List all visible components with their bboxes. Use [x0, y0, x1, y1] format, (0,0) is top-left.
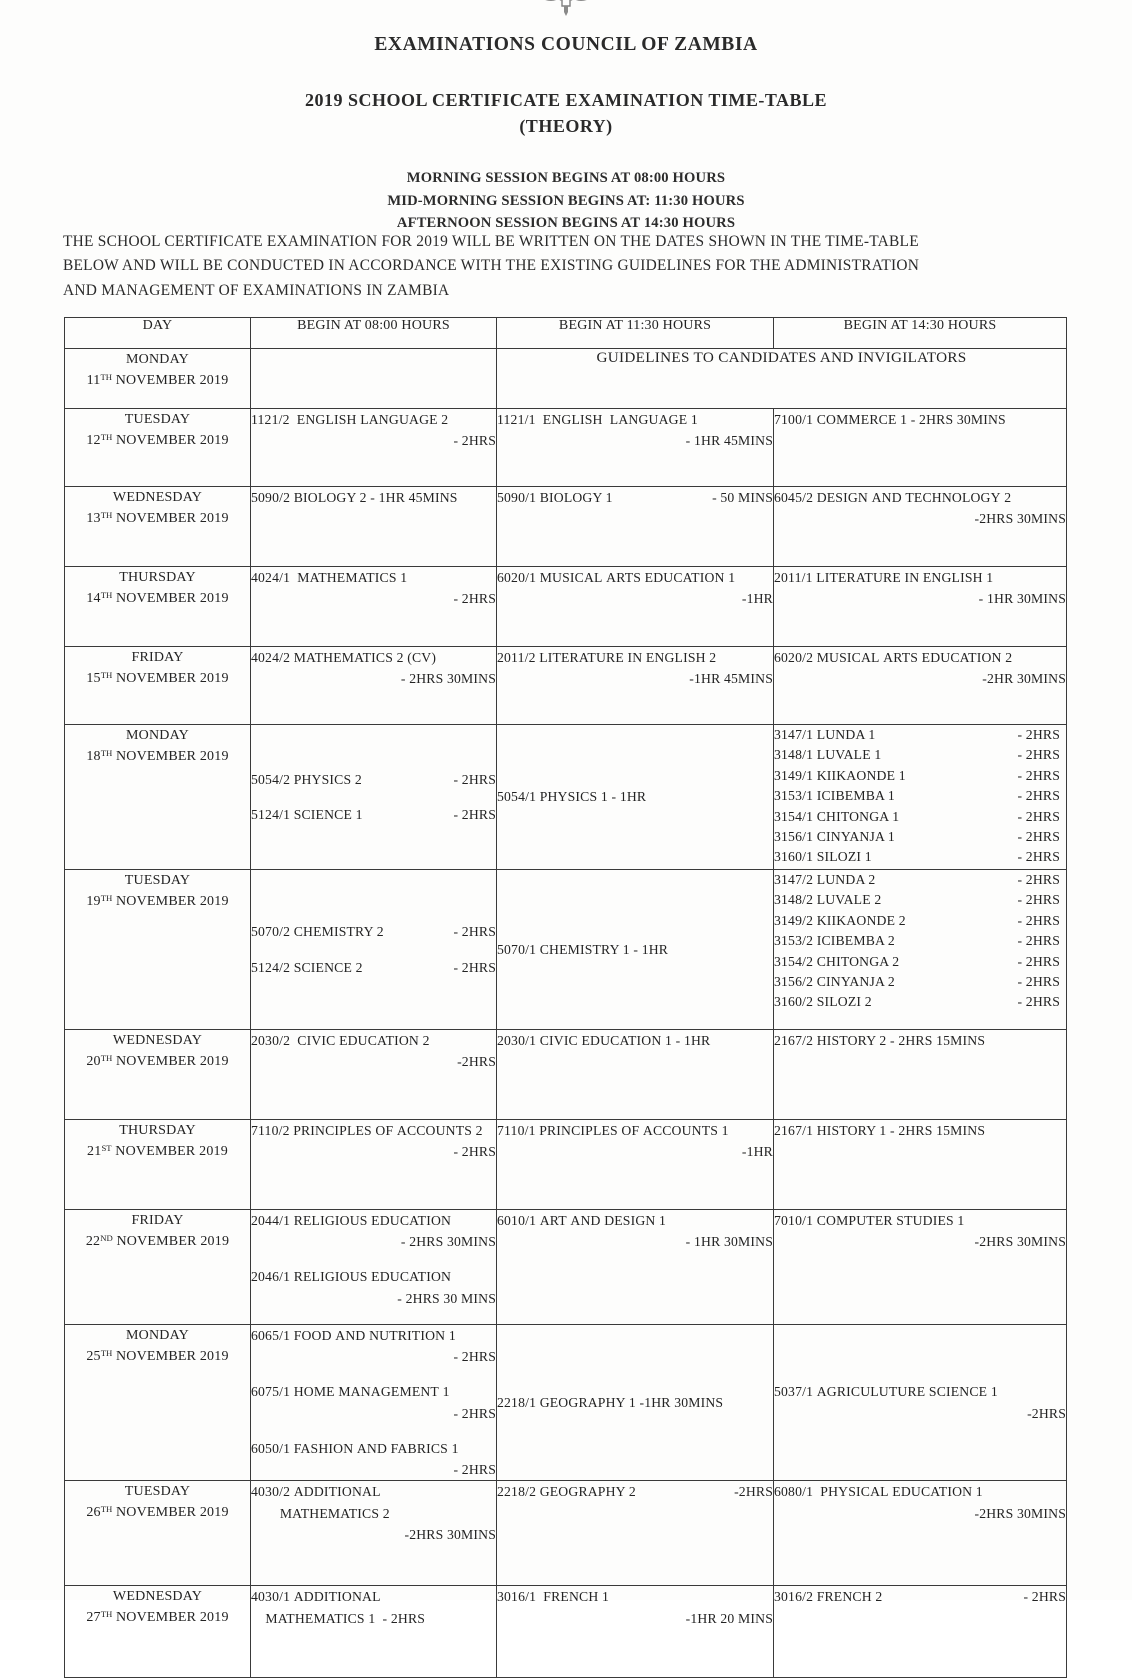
timetable-header-row	[65, 318, 1067, 349]
duration-label: - 2HRS	[453, 807, 496, 822]
duration-label: - 2HRS	[453, 959, 496, 975]
day-name-label: WEDNESDAY	[112, 1033, 203, 1048]
table-row	[65, 870, 1067, 1030]
duration-label: - 2HRS	[1017, 974, 1060, 990]
morning-session-cell	[251, 1030, 497, 1120]
subject-block	[251, 1325, 496, 1367]
subject-block	[251, 1438, 496, 1480]
paper-code-label: 3153/1 ICIBEMBA 1	[774, 788, 895, 804]
afternoon-session-cell	[774, 1120, 1067, 1210]
duration-label: - 2HRS 30MINS	[400, 1234, 496, 1250]
duration-label: -2HRS	[734, 1484, 773, 1500]
subject-line: 2167/2 HISTORY 2 - 2HRS 15MINS	[774, 1033, 986, 1048]
subject-line: 7110/1 PRINCIPLES OF ACCOUNTS 1	[497, 1123, 729, 1138]
afternoon-session-cell	[774, 567, 1067, 647]
day-date-label: 15TH NOVEMBER 2019	[86, 670, 229, 686]
subject-line: 6065/1 FOOD AND NUTRITION 1	[251, 1328, 456, 1343]
subject-line: 1121/1 ENGLISH LANGUAGE 1	[497, 412, 698, 427]
language-paper-row	[774, 972, 1066, 992]
subject-line: 2011/1 LITERATURE IN ENGLISH 1	[774, 570, 994, 585]
midmorning-session-cell	[497, 1481, 774, 1586]
table-row	[65, 725, 1067, 870]
subject-label: 2218/2 GEOGRAPHY 2	[497, 1484, 636, 1500]
subject-line: 5090/2 BIOLOGY 2 - 1HR 45MINS	[251, 490, 458, 505]
table-row	[65, 409, 1067, 487]
table-row	[65, 1120, 1067, 1210]
subject-label: 5090/1 BIOLOGY 1	[497, 490, 613, 505]
morning-session-cell	[251, 487, 497, 567]
paper-code-label: 3148/1 LUVALE 1	[774, 747, 882, 763]
midmorning-session-cell	[497, 1325, 774, 1481]
subject-block	[251, 957, 496, 978]
duration-label: - 2HRS	[1017, 953, 1060, 969]
paper-code-label: 3154/2 CHITONGA 2	[774, 953, 900, 969]
table-row	[65, 1030, 1067, 1120]
day-cell	[65, 1120, 251, 1210]
afternoon-session-cell	[774, 1325, 1067, 1481]
duration-label: - 2HRS	[453, 1144, 496, 1160]
subject-line: 6075/1 HOME MANAGEMENT 1	[251, 1384, 450, 1400]
morning-session-cell	[251, 1325, 497, 1481]
subject-line: 6020/1 MUSICAL ARTS EDUCATION 1	[497, 570, 736, 585]
ordinal-suffix: TH	[100, 372, 113, 383]
duration-label: -1HR 45MINS	[689, 671, 773, 687]
duration-label: - 2HRS	[1017, 872, 1060, 887]
midmorning-session-cell	[497, 567, 774, 647]
paper-code-label: 3148/2 LUVALE 2	[774, 892, 882, 908]
subject-line: 6010/1 ART AND DESIGN 1	[497, 1213, 667, 1228]
subject-block	[251, 1210, 496, 1252]
day-cell	[65, 1210, 251, 1325]
morning-session-cell	[251, 409, 497, 487]
duration-label: -2HRS 30MINS	[404, 1526, 496, 1542]
duration-label: - 2HRS 30 MINS	[397, 1290, 496, 1306]
subject-line: 7110/2 PRINCIPLES OF ACCOUNTS 2	[251, 1123, 483, 1138]
day-name-label: THURSDAY	[119, 570, 196, 585]
day-date-label: 13TH NOVEMBER 2019	[86, 510, 229, 526]
language-paper-row	[774, 931, 1066, 951]
language-paper-row	[774, 827, 1066, 847]
subject-line	[251, 957, 496, 978]
subject-line: 2218/1 GEOGRAPHY 1 -1HR 30MINS	[497, 1395, 724, 1411]
subject-line: 6050/1 FASHION AND FABRICS 1	[251, 1440, 459, 1456]
subject-line	[497, 487, 773, 508]
subject-line: 4030/1 ADDITIONAL	[251, 1589, 381, 1605]
ordinal-suffix: TH	[100, 1609, 113, 1620]
duration-label: - 2HRS	[1017, 849, 1060, 865]
duration-label: -1HR 20 MINS	[685, 1610, 773, 1626]
column-header-day: DAY	[65, 318, 251, 349]
morning-session-cell	[251, 647, 497, 725]
session-time-morning: MORNING SESSION BEGINS AT 08:00 HOURS	[406, 170, 726, 187]
subject-line: 7100/1 COMMERCE 1 - 2HRS 30MINS	[774, 412, 1006, 427]
guidelines-note-label: GUIDELINES TO CANDIDATES AND INVIGILATORS	[596, 349, 967, 366]
subject-line: 7010/1 COMPUTER STUDIES 1	[774, 1213, 965, 1228]
day-name-label: TUESDAY	[124, 412, 191, 427]
midmorning-session-cell	[497, 1120, 774, 1210]
paper-code-label: 3156/2 CINYANJA 2	[774, 974, 895, 990]
intro-line-3: AND MANAGEMENT OF EXAMINATIONS IN ZAMBIA	[63, 281, 450, 299]
day-date-label: 25TH NOVEMBER 2019	[86, 1348, 229, 1364]
subject-block	[251, 921, 496, 942]
afternoon-session-cell	[774, 1210, 1067, 1325]
subject-line: 1121/2 ENGLISH LANGUAGE 2	[251, 412, 449, 427]
subject-line: 3016/1 FRENCH 1	[497, 1589, 610, 1605]
day-cell	[65, 647, 251, 725]
subject-line: MATHEMATICS 1 - 2HRS	[251, 1610, 426, 1626]
paper-code-label: 3153/2 ICIBEMBA 2	[774, 933, 895, 949]
intro-paragraph	[63, 230, 1069, 303]
subject-block	[251, 769, 496, 790]
language-paper-row	[774, 890, 1066, 910]
day-name-label: MONDAY	[126, 1328, 189, 1343]
subject-label: 5124/2 SCIENCE 2	[251, 959, 363, 975]
day-date-label: 12TH NOVEMBER 2019	[86, 432, 229, 448]
day-cell	[65, 870, 251, 1030]
paper-code-label: 3147/2 LUNDA 2	[774, 872, 876, 887]
afternoon-session-cell	[774, 409, 1067, 487]
duration-label: - 2HRS	[453, 591, 496, 607]
column-header-afternoon: BEGIN AT 14:30 HOURS	[774, 318, 1067, 349]
duration-label: -1HR	[741, 591, 773, 607]
day-date-label: 19TH NOVEMBER 2019	[86, 893, 229, 909]
day-name-label: WEDNESDAY	[112, 1589, 203, 1605]
afternoon-session-cell	[774, 487, 1067, 567]
day-cell	[65, 409, 251, 487]
ordinal-suffix: TH	[100, 893, 113, 904]
subject-line: 2030/2 CIVIC EDUCATION 2	[251, 1033, 430, 1048]
day-name-label: FRIDAY	[131, 650, 184, 665]
subject-line: 2044/1 RELIGIOUS EDUCATION	[251, 1213, 452, 1228]
day-name-label: MONDAY	[126, 352, 189, 367]
day-name-label: TUESDAY	[124, 1484, 191, 1500]
day-date-label: 22ND NOVEMBER 2019	[85, 1233, 230, 1249]
duration-label: - 2HRS	[1017, 747, 1060, 763]
intro-line-2: BELOW AND WILL BE CONDUCTED IN ACCORDANCE WITH THE EXISTING GUIDELINES FOR THE ADMINISTRATION	[63, 257, 920, 275]
duration-label: - 2HRS	[1017, 829, 1060, 845]
session-times	[0, 167, 1132, 234]
subject-line: 4024/1 MATHEMATICS 1	[251, 570, 408, 585]
ordinal-suffix: TH	[100, 1348, 113, 1359]
timetable-container	[64, 317, 1066, 1678]
session-time-midmorning: MID-MORNING SESSION BEGINS AT: 11:30 HOURS	[387, 192, 745, 209]
column-header-midmorning: BEGIN AT 11:30 HOURS	[497, 318, 774, 349]
paper-code-label: 3147/1 LUNDA 1	[774, 727, 876, 742]
table-row	[65, 567, 1067, 647]
afternoon-session-cell	[774, 647, 1067, 725]
afternoon-session-cell	[774, 1030, 1067, 1120]
table-row	[65, 1481, 1067, 1586]
subject-line: 2167/1 HISTORY 1 - 2HRS 15MINS	[774, 1123, 986, 1138]
duration-label: - 2HRS	[1017, 933, 1060, 949]
ordinal-suffix: TH	[100, 1053, 113, 1064]
organisation-name: EXAMINATIONS COUNCIL OF ZAMBIA	[374, 34, 758, 55]
ordinal-suffix: TH	[100, 432, 113, 443]
duration-label: -1HR	[741, 1144, 773, 1160]
day-cell	[65, 487, 251, 567]
subject-line: 6020/2 MUSICAL ARTS EDUCATION 2	[774, 650, 1013, 665]
duration-label: - 2HRS	[453, 433, 496, 449]
duration-label: - 2HRS	[1017, 727, 1060, 742]
paper-code-label: 3149/2 KIIKAONDE 2	[774, 912, 906, 928]
subject-block	[251, 804, 496, 825]
day-cell	[65, 1481, 251, 1586]
subject-label: 3016/2 FRENCH 2	[774, 1589, 883, 1605]
morning-session-cell	[251, 1210, 497, 1325]
day-cell	[65, 725, 251, 870]
day-cell	[65, 349, 251, 409]
day-cell	[65, 1325, 251, 1481]
paper-code-label: 3154/1 CHITONGA 1	[774, 808, 900, 824]
paper-code-label: 3160/1 SILOZI 1	[774, 849, 872, 865]
duration-label: - 1HR 45MINS	[685, 433, 773, 449]
day-date-label: 27TH NOVEMBER 2019	[86, 1609, 229, 1626]
duration-label: - 2HRS	[453, 1349, 496, 1365]
duration-label: - 2HRS	[453, 1405, 496, 1421]
subject-block	[251, 1381, 496, 1423]
table-row	[65, 1210, 1067, 1325]
paper-code-label: 3149/1 KIIKAONDE 1	[774, 767, 906, 783]
table-row	[65, 487, 1067, 567]
zambia-eagle-crest-icon	[0, 0, 1132, 18]
duration-label: - 2HRS	[453, 771, 496, 787]
subject-line: 5054/1 PHYSICS 1 - 1HR	[497, 789, 647, 805]
morning-session-cell	[251, 725, 497, 870]
midmorning-session-cell	[497, 725, 774, 870]
midmorning-session-cell	[497, 647, 774, 725]
ordinal-suffix: TH	[100, 670, 113, 681]
morning-session-cell	[251, 567, 497, 647]
midmorning-session-cell	[497, 870, 774, 1030]
paper-code-label: 3156/1 CINYANJA 1	[774, 829, 895, 845]
ordinal-suffix: ST	[101, 1143, 112, 1154]
subject-line	[774, 1586, 1066, 1607]
duration-label: - 1HR 30MINS	[685, 1234, 773, 1250]
table-row	[65, 349, 1067, 409]
day-date-label: 20TH NOVEMBER 2019	[86, 1053, 229, 1069]
subject-line: MATHEMATICS 2	[251, 1505, 390, 1521]
language-paper-row	[774, 847, 1066, 867]
language-paper-row	[774, 952, 1066, 972]
ordinal-suffix: ND	[100, 1233, 113, 1244]
ordinal-suffix: TH	[100, 1504, 113, 1515]
duration-label: -2HRS 30MINS	[974, 511, 1066, 527]
language-paper-row	[774, 870, 1066, 890]
document-heading	[0, 34, 1132, 234]
duration-label: -2HR 30MINS	[982, 671, 1066, 687]
language-paper-row	[774, 786, 1066, 806]
day-name-label: WEDNESDAY	[112, 490, 203, 505]
table-row	[65, 647, 1067, 725]
duration-label: - 2HRS	[1017, 767, 1060, 783]
duration-label: -2HRS	[1027, 1405, 1066, 1421]
subject-line	[251, 804, 496, 825]
table-row	[65, 1325, 1067, 1481]
subject-line: 6045/2 DESIGN AND TECHNOLOGY 2	[774, 490, 1012, 505]
day-date-label: 26TH NOVEMBER 2019	[86, 1504, 229, 1521]
subject-line: 2030/1 CIVIC EDUCATION 1 - 1HR	[497, 1033, 711, 1048]
duration-label: - 1HR 30MINS	[978, 591, 1066, 607]
language-paper-row	[774, 807, 1066, 827]
subject-line	[497, 1481, 773, 1502]
duration-label: - 2HRS	[1017, 788, 1060, 804]
page-title-line1: 2019 SCHOOL CERTIFICATE EXAMINATION TIME-TABLE	[304, 90, 828, 110]
day-date-label: 11TH NOVEMBER 2019	[86, 372, 229, 388]
examination-timetable	[64, 317, 1067, 1678]
page-title	[0, 87, 1132, 139]
duration-label: -2HRS	[457, 1054, 496, 1070]
duration-label: - 2HRS	[1017, 892, 1060, 908]
duration-label: - 2HRS	[1023, 1589, 1066, 1605]
language-paper-row	[774, 911, 1066, 931]
language-paper-row	[774, 766, 1066, 786]
duration-label: - 50 MINS	[712, 490, 773, 505]
midmorning-session-cell	[497, 409, 774, 487]
ordinal-suffix: TH	[100, 590, 113, 601]
paper-code-label: 3160/2 SILOZI 2	[774, 994, 872, 1010]
language-paper-row	[774, 725, 1066, 745]
afternoon-session-cell	[774, 1481, 1067, 1586]
timetable-body	[65, 349, 1067, 1678]
subject-line: 2011/2 LITERATURE IN ENGLISH 2	[497, 650, 717, 665]
day-date-label: 18TH NOVEMBER 2019	[86, 748, 229, 764]
subject-line: 6080/1 PHYSICAL EDUCATION 1	[774, 1484, 983, 1500]
subject-line	[251, 921, 496, 942]
afternoon-session-cell	[774, 870, 1067, 1030]
subject-block	[251, 1266, 496, 1308]
day-date-label: 14TH NOVEMBER 2019	[86, 590, 229, 606]
subject-label: 5054/2 PHYSICS 2	[251, 771, 362, 787]
timetable-head	[65, 318, 1067, 349]
subject-line: 4030/2 ADDITIONAL	[251, 1484, 381, 1500]
midmorning-session-cell	[497, 1210, 774, 1325]
duration-label: - 2HRS	[1017, 994, 1060, 1010]
day-date-label: 21ST NOVEMBER 2019	[87, 1143, 228, 1159]
day-name-label: THURSDAY	[119, 1123, 196, 1138]
page-title-line2: (THEORY)	[519, 116, 613, 137]
morning-session-cell	[251, 870, 497, 1030]
duration-label: - 2HRS	[453, 924, 496, 940]
day-name-label: TUESDAY	[124, 873, 191, 888]
subject-line: 2046/1 RELIGIOUS EDUCATION	[251, 1269, 452, 1285]
subject-line: 5037/1 AGRICULUTURE SCIENCE 1	[774, 1384, 998, 1400]
ordinal-suffix: TH	[100, 748, 113, 759]
duration-label: -2HRS 30MINS	[974, 1505, 1066, 1521]
day-name-label: MONDAY	[126, 728, 189, 743]
duration-label: - 2HRS	[1017, 808, 1060, 824]
morning-session-cell	[251, 349, 497, 409]
midmorning-session-cell	[497, 1030, 774, 1120]
language-paper-row	[774, 745, 1066, 765]
duration-label: - 2HRS 30MINS	[400, 671, 496, 687]
subject-label: 5070/2 CHEMISTRY 2	[251, 924, 384, 940]
day-cell	[65, 1030, 251, 1120]
subject-line: 4024/2 MATHEMATICS 2 (CV)	[251, 650, 437, 665]
morning-session-cell	[251, 1481, 497, 1586]
duration-label: - 2HRS	[1017, 912, 1060, 928]
subject-line	[251, 769, 496, 790]
midmorning-session-cell	[497, 487, 774, 567]
column-header-morning: BEGIN AT 08:00 HOURS	[251, 318, 497, 349]
subject-label: 5124/1 SCIENCE 1	[251, 807, 363, 822]
language-paper-row	[774, 992, 1066, 1012]
duration-label: -2HRS 30MINS	[974, 1234, 1066, 1250]
ordinal-suffix: TH	[100, 510, 113, 521]
duration-label: - 2HRS	[453, 1462, 496, 1478]
guidelines-note-cell	[497, 349, 1067, 409]
intro-line-1: THE SCHOOL CERTIFICATE EXAMINATION FOR 2019 WILL BE WRITTEN ON THE DATES SHOWN IN THE TIME-TABLE	[63, 233, 919, 250]
subject-line: 5070/1 CHEMISTRY 1 - 1HR	[497, 941, 669, 957]
day-cell	[65, 567, 251, 647]
session-time-afternoon: AFTERNOON SESSION BEGINS AT 14:30 HOURS	[396, 214, 736, 231]
day-name-label: FRIDAY	[131, 1213, 184, 1228]
afternoon-session-cell	[774, 725, 1067, 870]
morning-session-cell	[251, 1120, 497, 1210]
